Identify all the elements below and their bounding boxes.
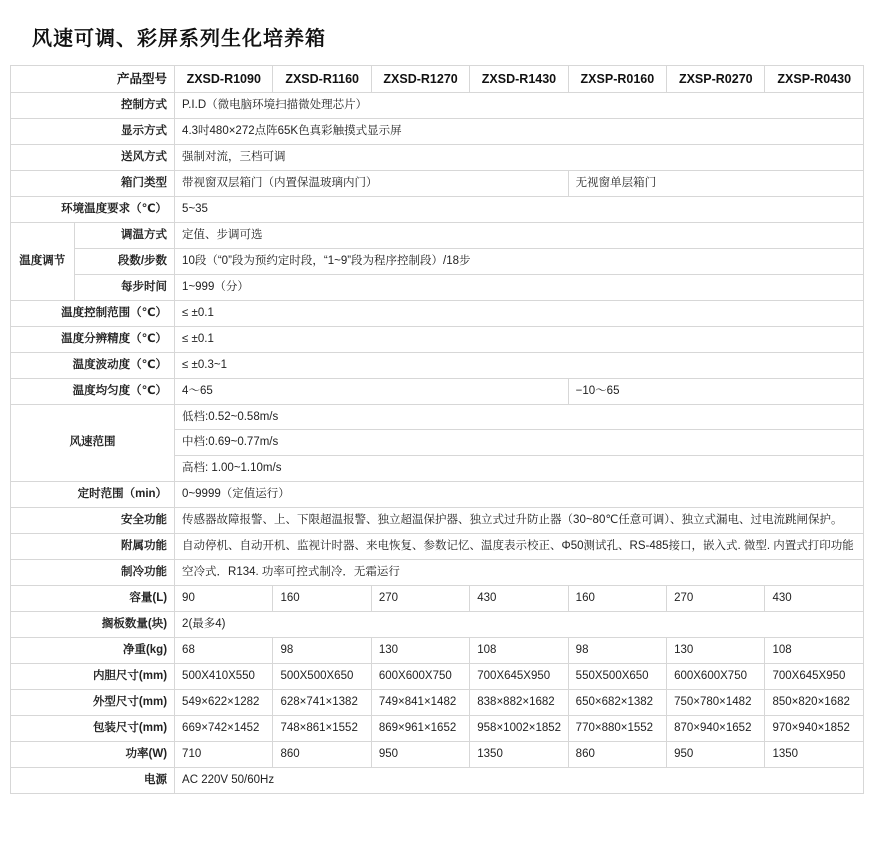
row-value-package-size-3: 869×961×1652: [371, 715, 469, 741]
table-row-accessory: [11, 534, 864, 560]
row-label-temp-uniformity: 温度均匀度（℃）: [11, 378, 175, 404]
row-value-net-weight-4: 108: [470, 637, 568, 663]
table-row-timer-range: [11, 482, 864, 508]
row-value-shelves: 2(最多4): [175, 612, 864, 638]
table-row-control-mode: [11, 93, 864, 119]
model-header-6: ZXSP-R0270: [667, 66, 765, 93]
table-row-temp-resolution: [11, 326, 864, 352]
row-label-temp-resolution: 温度分辨精度（℃）: [11, 326, 175, 352]
table-row-net-weight: [11, 637, 864, 663]
row-value-temp-uniformity-right: −10～65: [568, 378, 863, 404]
row-value-temp-control-range: ≤ ±0.1: [175, 300, 864, 326]
row-value-temp-adjust-mode: 定值、步调可选: [175, 222, 864, 248]
row-value-ambient-temp: 5~35: [175, 197, 864, 223]
row-label-package-size: 包装尺寸(mm): [11, 715, 175, 741]
row-label-temp-control-range: 温度控制范围（℃）: [11, 300, 175, 326]
table-row-segments: [11, 248, 864, 274]
row-value-air-speed-low: 低档:0.52~0.58m/s: [175, 404, 864, 430]
row-value-power-5: 860: [568, 741, 666, 767]
row-value-net-weight-7: 108: [765, 637, 864, 663]
table-row-temp-fluctuation: [11, 352, 864, 378]
table-row-power: [11, 741, 864, 767]
row-value-timer-range: 0~9999（定值运行）: [175, 482, 864, 508]
row-value-net-weight-3: 130: [371, 637, 469, 663]
row-value-volume-5: 160: [568, 586, 666, 612]
row-value-volume-4: 430: [470, 586, 568, 612]
row-label-step-time: 每步时间: [74, 274, 174, 300]
row-value-outer-size-6: 750×780×1482: [667, 689, 765, 715]
row-value-inner-size-2: 500X500X650: [273, 663, 371, 689]
row-value-supply: AC 220V 50/60Hz: [175, 767, 864, 793]
row-value-net-weight-5: 98: [568, 637, 666, 663]
table-row-air-supply: [11, 145, 864, 171]
row-label-control-mode: 控制方式: [11, 93, 175, 119]
row-value-package-size-7: 970×940×1852: [765, 715, 864, 741]
table-row-package-size: [11, 715, 864, 741]
row-group-label-air-speed: 风速范围: [11, 404, 175, 482]
row-value-outer-size-5: 650×682×1382: [568, 689, 666, 715]
row-value-power-7: 1350: [765, 741, 864, 767]
row-value-volume-6: 270: [667, 586, 765, 612]
row-value-inner-size-1: 500X410X550: [175, 663, 273, 689]
row-value-package-size-2: 748×861×1552: [273, 715, 371, 741]
table-row-inner-size: [11, 663, 864, 689]
row-label-inner-size: 内胆尺寸(mm): [11, 663, 175, 689]
row-value-outer-size-2: 628×741×1382: [273, 689, 371, 715]
row-value-control-mode: P.I.D（微电脑环境扫描微处理芯片）: [175, 93, 864, 119]
table-row-supply: [11, 767, 864, 793]
row-value-inner-size-6: 600X600X750: [667, 663, 765, 689]
row-value-temp-uniformity-left: 4～65: [175, 378, 569, 404]
header-label: 产品型号: [11, 66, 175, 93]
row-value-cooling: 空冷式．R134. 功率可控式制冷．无霜运行: [175, 560, 864, 586]
row-value-inner-size-3: 600X600X750: [371, 663, 469, 689]
row-label-door-type: 箱门类型: [11, 171, 175, 197]
row-value-safety: 传感器故障报警、上、下限超温报警、独立超温保护器、独立式过升防止器（30~80℃任意可调）、独立式漏电、过电流跳闸保护。: [175, 508, 864, 534]
table-row-ambient-temp: [11, 197, 864, 223]
row-value-inner-size-4: 700X645X950: [470, 663, 568, 689]
row-value-package-size-6: 870×940×1652: [667, 715, 765, 741]
row-label-volume: 容量(L): [11, 586, 175, 612]
model-header-4: ZXSD-R1430: [470, 66, 568, 93]
row-value-air-speed-high: 高档: 1.00~1.10m/s: [175, 456, 864, 482]
row-value-outer-size-4: 838×882×1682: [470, 689, 568, 715]
row-value-package-size-5: 770×880×1552: [568, 715, 666, 741]
table-row-step-time: [11, 274, 864, 300]
table-row-outer-size: [11, 689, 864, 715]
model-header-3: ZXSD-R1270: [371, 66, 469, 93]
row-label-shelves: 搁板数量(块): [11, 612, 175, 638]
row-label-timer-range: 定时范围（min）: [11, 482, 175, 508]
specification-table: [10, 65, 864, 794]
table-row-shelves: [11, 612, 864, 638]
row-label-temp-adjust-mode: 调温方式: [74, 222, 174, 248]
table-row-display-mode: [11, 119, 864, 145]
row-value-power-2: 860: [273, 741, 371, 767]
row-value-package-size-4: 958×1002×1852: [470, 715, 568, 741]
row-group-label-temp: 温度调节: [11, 222, 75, 300]
row-value-volume-2: 160: [273, 586, 371, 612]
row-label-ambient-temp: 环境温度要求（℃）: [11, 197, 175, 223]
row-value-net-weight-2: 98: [273, 637, 371, 663]
row-label-outer-size: 外型尺寸(mm): [11, 689, 175, 715]
row-value-net-weight-1: 68: [175, 637, 273, 663]
model-header-1: ZXSD-R1090: [175, 66, 273, 93]
table-header-row: [11, 66, 864, 93]
row-value-outer-size-3: 749×841×1482: [371, 689, 469, 715]
row-value-door-type-left: 带视窗双层箱门（内置保温玻璃内门）: [175, 171, 569, 197]
row-value-package-size-1: 669×742×1452: [175, 715, 273, 741]
row-value-air-speed-mid: 中档:0.69~0.77m/s: [175, 430, 864, 456]
row-value-air-supply: 强制对流，三档可调: [175, 145, 864, 171]
row-value-inner-size-7: 700X645X950: [765, 663, 864, 689]
model-header-5: ZXSP-R0160: [568, 66, 666, 93]
table-row-door-type: [11, 171, 864, 197]
table-row-temp-adjust-mode: [11, 222, 864, 248]
row-label-cooling: 制冷功能: [11, 560, 175, 586]
table-row-safety: [11, 508, 864, 534]
row-label-segments: 段数/步数: [74, 248, 174, 274]
table-row-temp-control-range: [11, 300, 864, 326]
row-value-temp-fluctuation: ≤ ±0.3~1: [175, 352, 864, 378]
page-title: 风速可调、彩屏系列生化培养箱: [32, 28, 326, 50]
row-label-display-mode: 显示方式: [11, 119, 175, 145]
row-label-power: 功率(W): [11, 741, 175, 767]
row-value-volume-3: 270: [371, 586, 469, 612]
row-value-accessory: 自动停机、自动开机、监视计时器、来电恢复、参数记忆、温度表示校正、Φ50测试孔、RS-485接口，嵌入式. 微型. 内置式打印功能: [175, 534, 864, 560]
row-value-volume-7: 430: [765, 586, 864, 612]
row-value-display-mode: 4.3吋480×272点阵65K色真彩触摸式显示屏: [175, 119, 864, 145]
row-label-temp-fluctuation: 温度波动度（℃）: [11, 352, 175, 378]
row-value-power-1: 710: [175, 741, 273, 767]
model-header-7: ZXSP-R0430: [765, 66, 864, 93]
row-value-power-4: 1350: [470, 741, 568, 767]
row-label-accessory: 附属功能: [11, 534, 175, 560]
row-value-volume-1: 90: [175, 586, 273, 612]
row-label-safety: 安全功能: [11, 508, 175, 534]
row-value-net-weight-6: 130: [667, 637, 765, 663]
row-value-power-3: 950: [371, 741, 469, 767]
row-value-step-time: 1~999（分）: [175, 274, 864, 300]
table-row-temp-uniformity: [11, 378, 864, 404]
table-row-volume: [11, 586, 864, 612]
row-label-net-weight: 净重(kg): [11, 637, 175, 663]
row-value-outer-size-7: 850×820×1682: [765, 689, 864, 715]
row-label-supply: 电源: [11, 767, 175, 793]
model-header-2: ZXSD-R1160: [273, 66, 371, 93]
row-value-outer-size-1: 549×622×1282: [175, 689, 273, 715]
row-value-temp-resolution: ≤ ±0.1: [175, 326, 864, 352]
row-label-air-supply: 送风方式: [11, 145, 175, 171]
row-value-inner-size-5: 550X500X650: [568, 663, 666, 689]
row-value-door-type-right: 无视窗单层箱门: [568, 171, 863, 197]
table-row-cooling: [11, 560, 864, 586]
table-row-air-speed-low: [11, 404, 864, 430]
row-value-power-6: 950: [667, 741, 765, 767]
row-value-segments: 10段（“0”段为预约定时段，“1~9”段为程序控制段）/18步: [175, 248, 864, 274]
